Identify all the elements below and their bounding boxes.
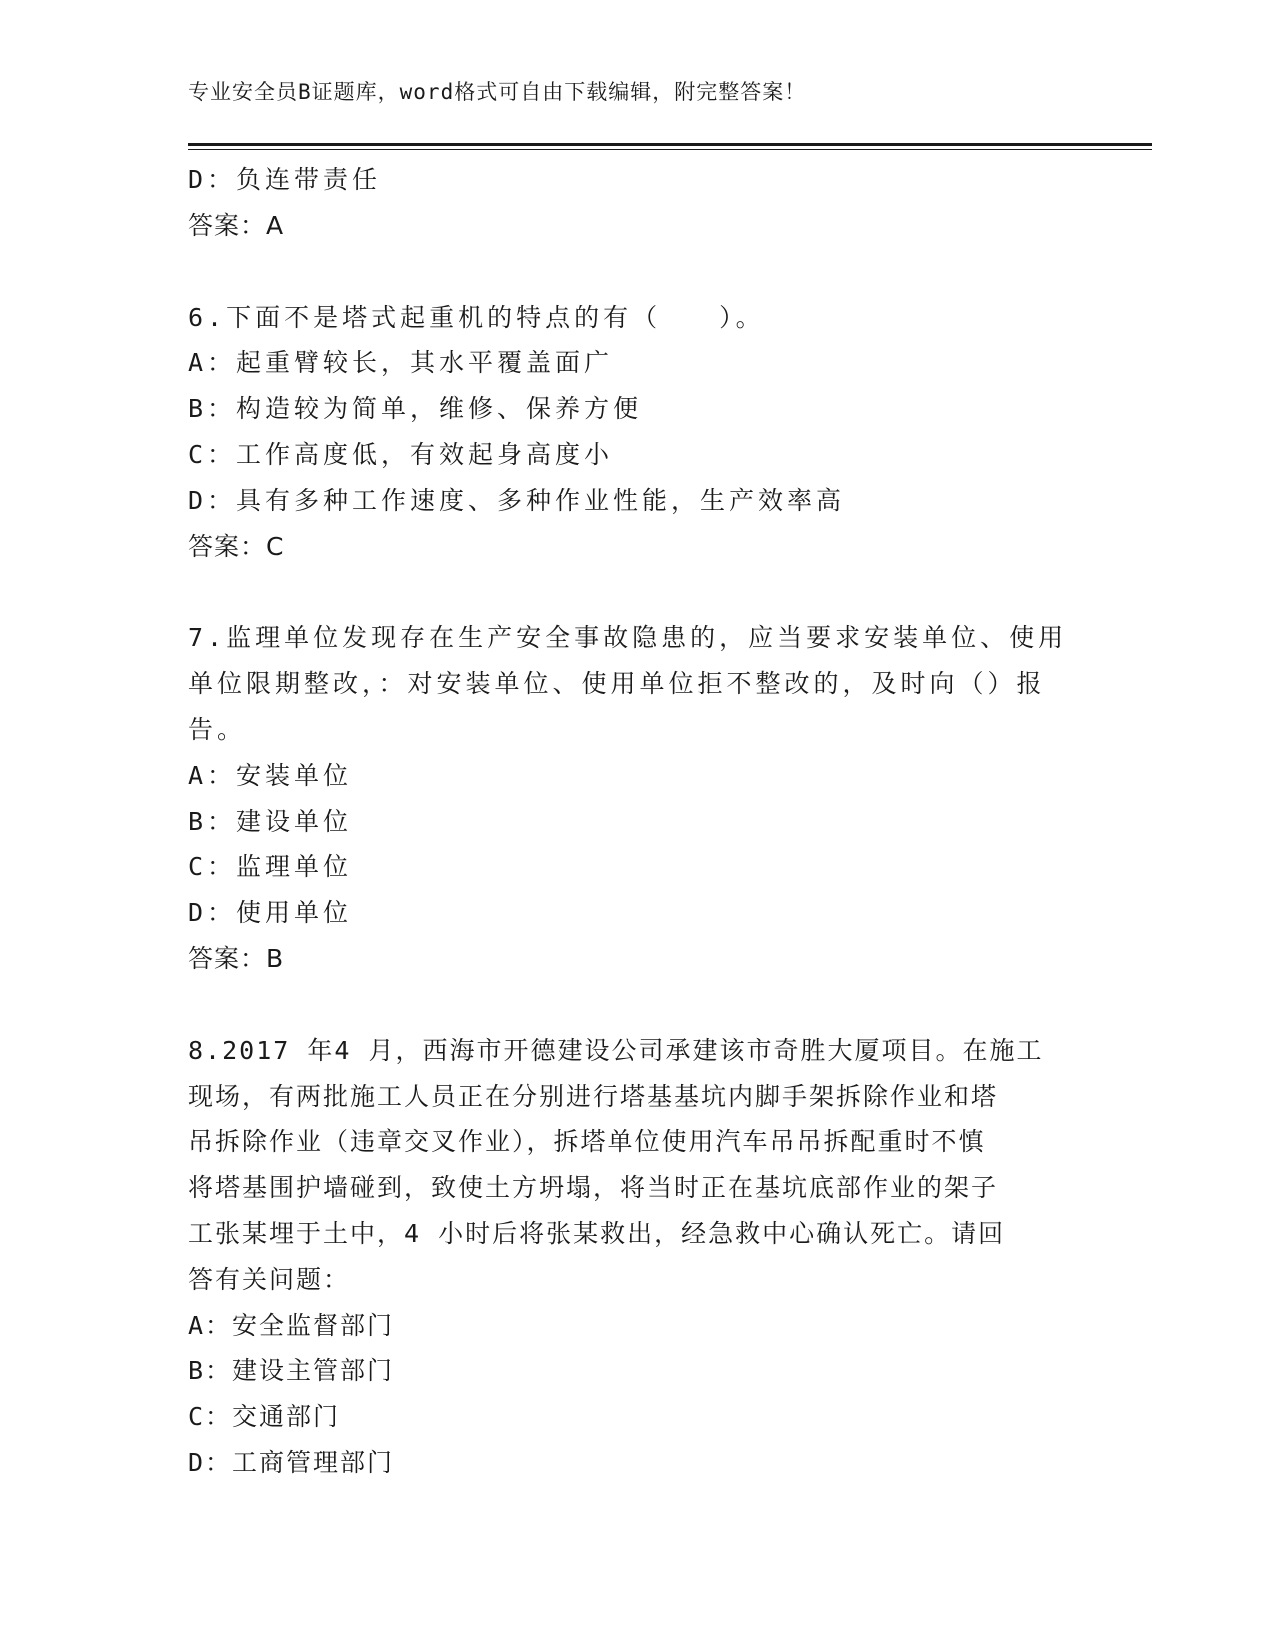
question-text: 7.监理单位发现存在生产安全事故隐患的，应当要求安装单位、使用 xyxy=(188,623,1068,653)
option-b: B：建设主管部门 xyxy=(188,1356,395,1386)
option-d: D：使用单位 xyxy=(188,898,353,928)
question-text: 告。 xyxy=(188,714,247,744)
answer: 答案：B xyxy=(188,943,285,973)
header-rule-thin xyxy=(188,149,1152,150)
option-d: D：具有多种工作速度、多种作业性能，生产效率高 xyxy=(188,485,846,515)
question-text: 将塔基围护墙碰到，致使土方坍塌，将当时正在基坑底部作业的架子 xyxy=(188,1173,999,1203)
question-7 xyxy=(188,615,1088,981)
question-text: 工张某埋于土中，4 小时后将张某救出，经急救中心确认死亡。请回 xyxy=(188,1218,1006,1248)
option-c: C：交通部门 xyxy=(188,1402,341,1432)
question-text: 8.2017 年4 月，西海市开德建设公司承建该市奇胜大厦项目。在施工 xyxy=(188,1035,1044,1065)
option-b: B：建设单位 xyxy=(188,806,353,836)
option-a: A：安全监督部门 xyxy=(188,1310,395,1340)
option-c: C：工作高度低，有效起身高度小 xyxy=(188,439,614,469)
question-text: 吊拆除作业（违章交叉作业），拆塔单位使用汽车吊吊拆配重时不慎 xyxy=(188,1127,986,1157)
option-d: D：负连带责任 xyxy=(188,165,382,194)
answer: 答案：A xyxy=(188,210,285,240)
question-8 xyxy=(188,1028,1088,1486)
question-text: 单位限期整改，：对安装单位、使用单位拒不整改的，及时向（）报 xyxy=(188,669,1046,699)
content xyxy=(188,157,1088,1486)
question-text: 现场，有两批施工人员正在分别进行塔基基坑内脚手架拆除作业和塔 xyxy=(188,1081,999,1111)
option-c: C：监理单位 xyxy=(188,852,353,882)
option-b: B：构造较为简单，维修、保养方便 xyxy=(188,394,643,424)
question-6 xyxy=(188,295,1088,570)
answer: 答案：C xyxy=(188,531,285,561)
option-a: A：安装单位 xyxy=(188,760,353,790)
option-d: D：工商管理部门 xyxy=(188,1447,395,1477)
header-rule-thick xyxy=(188,143,1152,146)
page-header: 专业安全员B证题库，word格式可自由下载编辑，附完整答案！ xyxy=(188,80,807,104)
option-a: A：起重臂较长，其水平覆盖面广 xyxy=(188,348,614,378)
question-text: 答有关问题： xyxy=(188,1264,351,1294)
question-text: 6.下面不是塔式起重机的特点的有（ ）。 xyxy=(188,302,765,332)
